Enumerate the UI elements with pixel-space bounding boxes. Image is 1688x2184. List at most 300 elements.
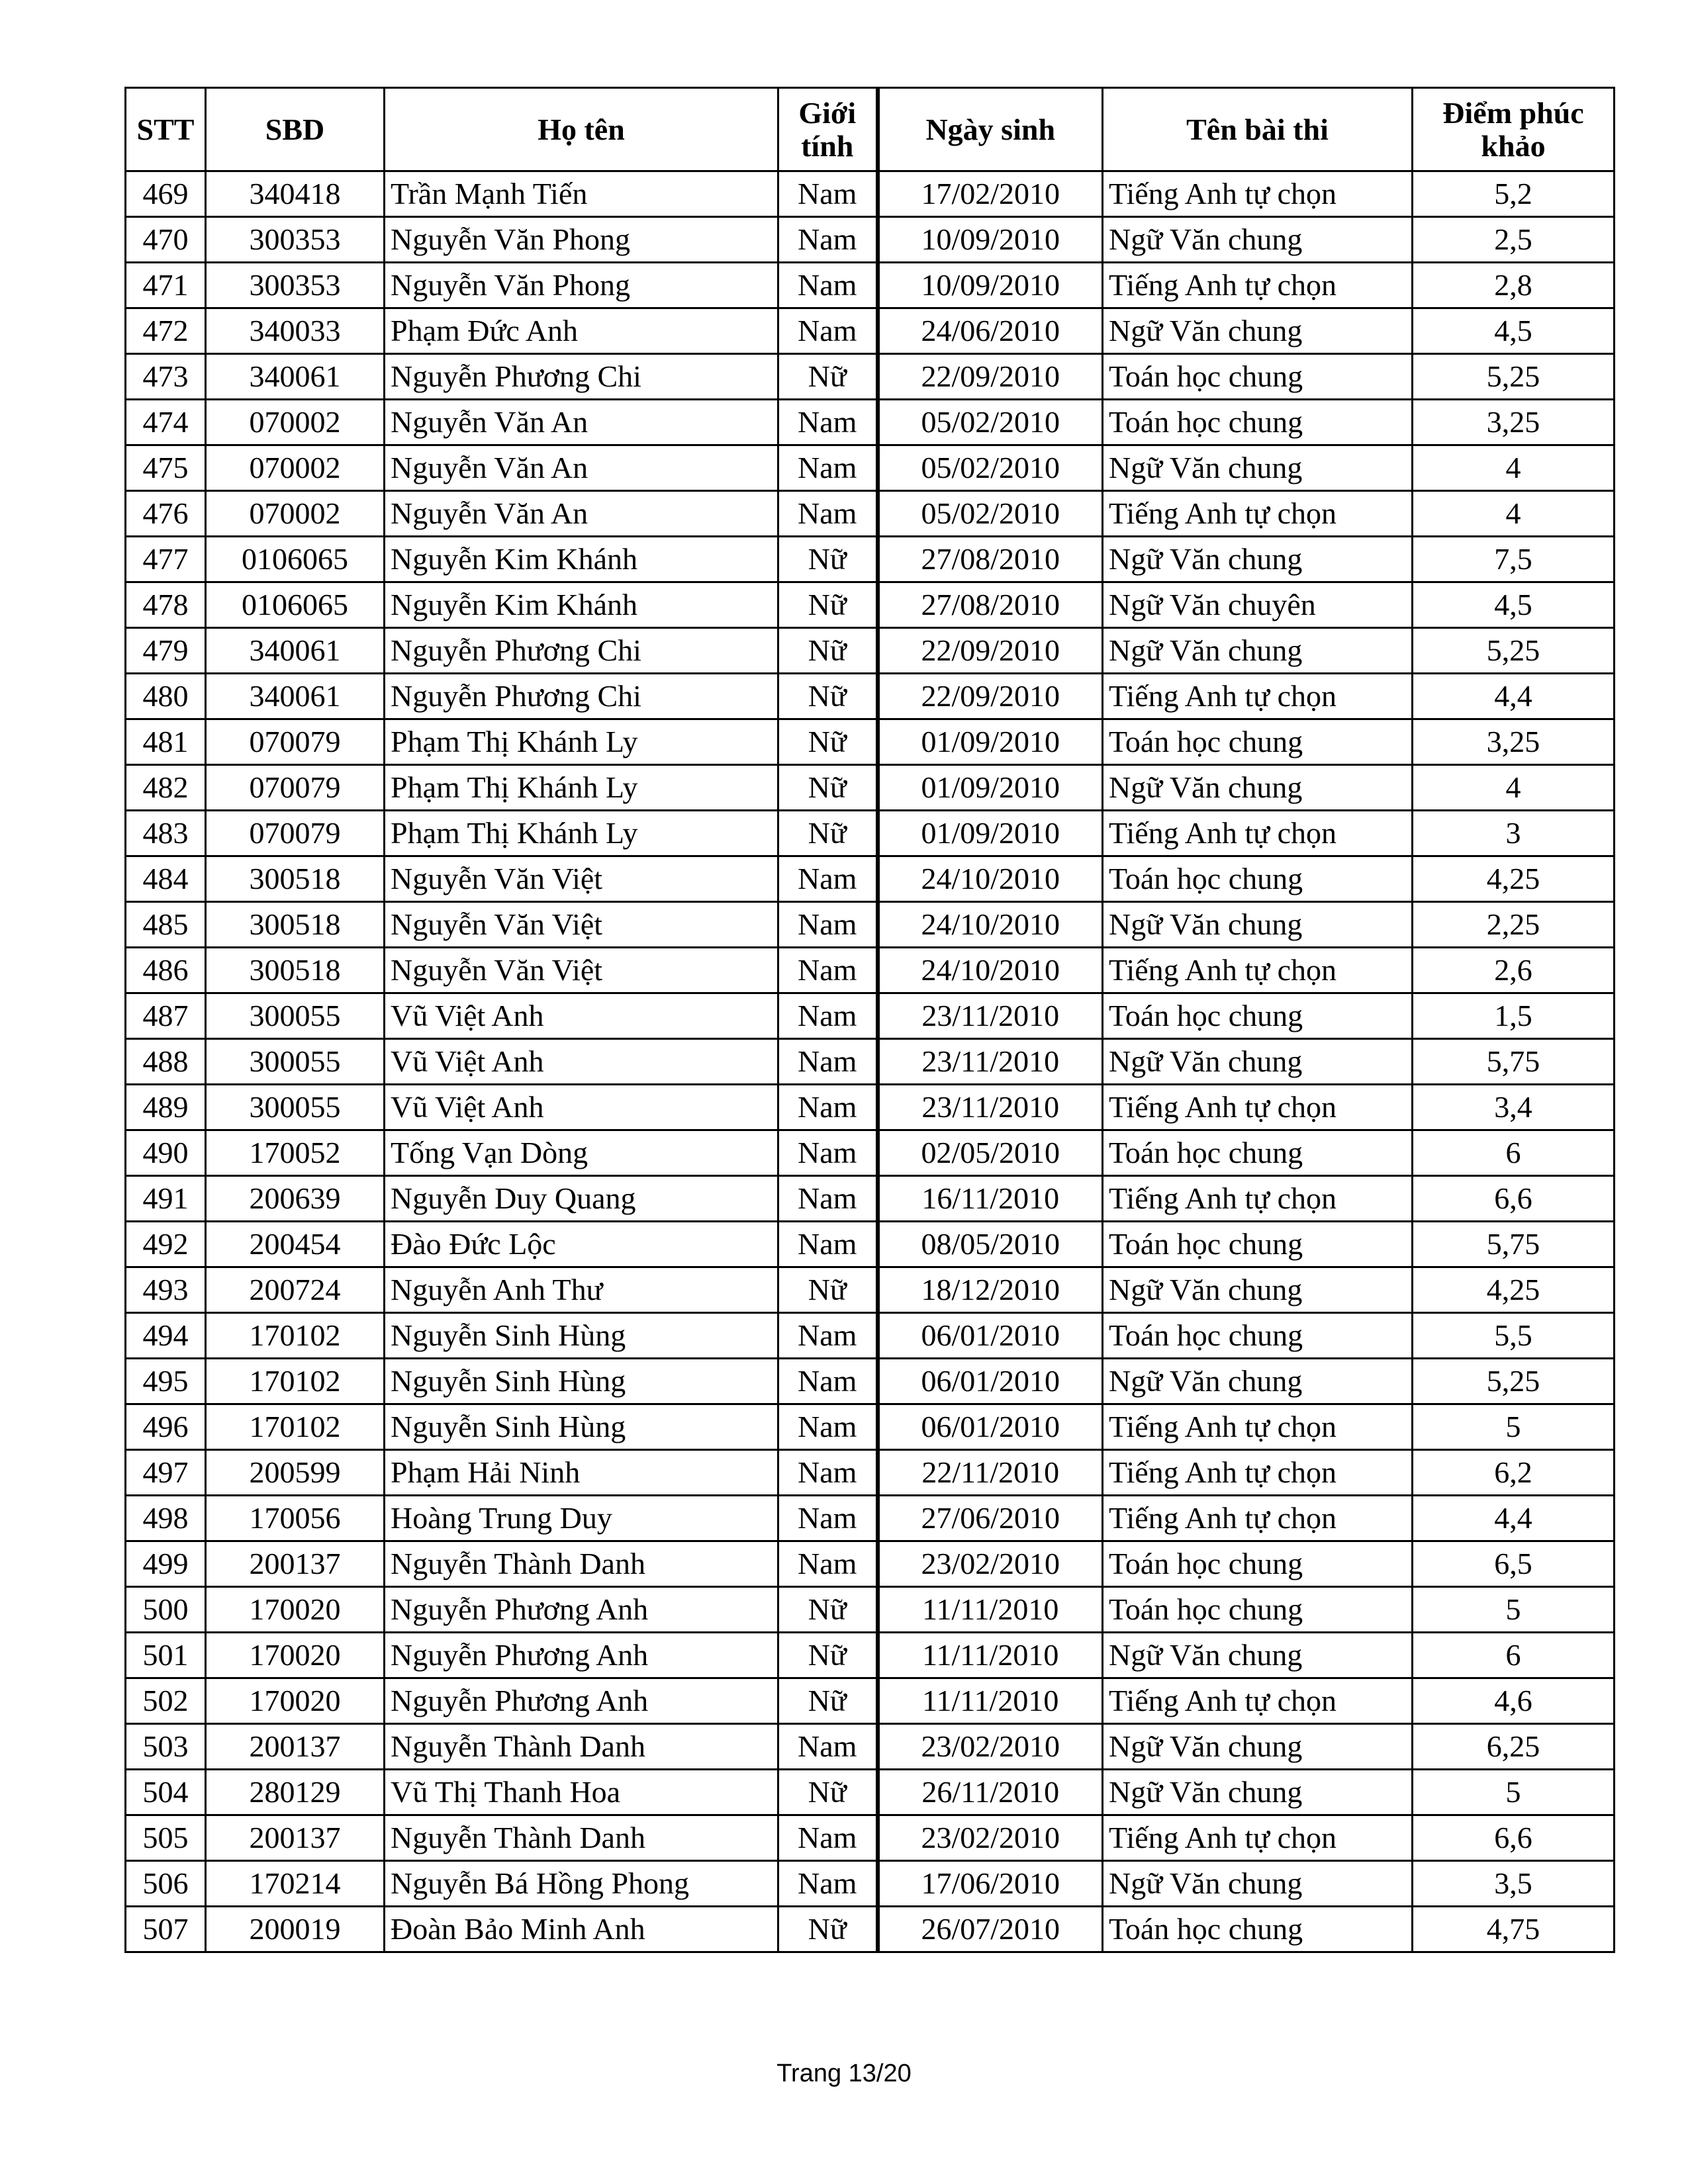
cell-gender: Nữ bbox=[778, 1770, 878, 1815]
cell-subject: Ngữ Văn chung bbox=[1103, 445, 1413, 491]
cell-sbd: 170214 bbox=[206, 1861, 385, 1907]
cell-score: 4 bbox=[1413, 765, 1615, 811]
cell-dob: 22/09/2010 bbox=[878, 674, 1103, 719]
cell-subject: Tiếng Anh tự chọn bbox=[1103, 1450, 1413, 1496]
cell-dob: 05/02/2010 bbox=[878, 445, 1103, 491]
cell-score: 3,25 bbox=[1413, 400, 1615, 445]
cell-subject: Ngữ Văn chung bbox=[1103, 1039, 1413, 1085]
cell-subject: Tiếng Anh tự chọn bbox=[1103, 1815, 1413, 1861]
cell-gender: Nam bbox=[778, 1176, 878, 1222]
table-row bbox=[126, 537, 1615, 582]
cell-gender: Nữ bbox=[778, 582, 878, 628]
cell-score: 5 bbox=[1413, 1770, 1615, 1815]
cell-subject: Toán học chung bbox=[1103, 400, 1413, 445]
page-number: Trang 13/20 bbox=[776, 2060, 912, 2087]
cell-name: Phạm Thị Khánh Ly bbox=[385, 811, 778, 856]
cell-sbd: 200454 bbox=[206, 1222, 385, 1267]
cell-stt: 500 bbox=[126, 1587, 206, 1633]
cell-name: Phạm Hải Ninh bbox=[385, 1450, 778, 1496]
cell-sbd: 170056 bbox=[206, 1496, 385, 1541]
cell-subject: Ngữ Văn chung bbox=[1103, 1770, 1413, 1815]
table-row bbox=[126, 719, 1615, 765]
cell-name: Nguyễn Duy Quang bbox=[385, 1176, 778, 1222]
cell-dob: 23/11/2010 bbox=[878, 1039, 1103, 1085]
table-row bbox=[126, 171, 1615, 217]
cell-dob: 23/02/2010 bbox=[878, 1815, 1103, 1861]
cell-subject: Ngữ Văn chung bbox=[1103, 1861, 1413, 1907]
cell-stt: 478 bbox=[126, 582, 206, 628]
header-name: Họ tên bbox=[385, 88, 778, 171]
cell-dob: 27/08/2010 bbox=[878, 537, 1103, 582]
cell-subject: Tiếng Anh tự chọn bbox=[1103, 1176, 1413, 1222]
cell-sbd: 200137 bbox=[206, 1724, 385, 1770]
cell-subject: Tiếng Anh tự chọn bbox=[1103, 171, 1413, 217]
table-row bbox=[126, 1496, 1615, 1541]
cell-stt: 491 bbox=[126, 1176, 206, 1222]
cell-sbd: 200137 bbox=[206, 1541, 385, 1587]
header-row bbox=[126, 88, 1615, 171]
cell-name: Vũ Việt Anh bbox=[385, 993, 778, 1039]
cell-sbd: 170020 bbox=[206, 1678, 385, 1724]
cell-sbd: 300353 bbox=[206, 217, 385, 263]
cell-gender: Nam bbox=[778, 400, 878, 445]
cell-dob: 01/09/2010 bbox=[878, 719, 1103, 765]
cell-dob: 24/10/2010 bbox=[878, 856, 1103, 902]
cell-gender: Nam bbox=[778, 1085, 878, 1130]
cell-score: 6,25 bbox=[1413, 1724, 1615, 1770]
cell-gender: Nữ bbox=[778, 1633, 878, 1678]
cell-stt: 503 bbox=[126, 1724, 206, 1770]
cell-subject: Ngữ Văn chuyên bbox=[1103, 582, 1413, 628]
cell-score: 4 bbox=[1413, 445, 1615, 491]
cell-stt: 469 bbox=[126, 171, 206, 217]
cell-stt: 475 bbox=[126, 445, 206, 491]
cell-stt: 482 bbox=[126, 765, 206, 811]
cell-stt: 479 bbox=[126, 628, 206, 674]
cell-score: 4,5 bbox=[1413, 582, 1615, 628]
cell-sbd: 340061 bbox=[206, 628, 385, 674]
cell-dob: 22/09/2010 bbox=[878, 628, 1103, 674]
cell-sbd: 070002 bbox=[206, 491, 385, 537]
cell-score: 5,2 bbox=[1413, 171, 1615, 217]
table-row bbox=[126, 1176, 1615, 1222]
cell-dob: 22/09/2010 bbox=[878, 354, 1103, 400]
cell-score: 4,4 bbox=[1413, 674, 1615, 719]
cell-gender: Nam bbox=[778, 1404, 878, 1450]
cell-gender: Nữ bbox=[778, 628, 878, 674]
cell-stt: 501 bbox=[126, 1633, 206, 1678]
cell-dob: 11/11/2010 bbox=[878, 1633, 1103, 1678]
table-row bbox=[126, 400, 1615, 445]
cell-dob: 16/11/2010 bbox=[878, 1176, 1103, 1222]
cell-name: Phạm Đức Anh bbox=[385, 308, 778, 354]
table-row bbox=[126, 445, 1615, 491]
table-row bbox=[126, 217, 1615, 263]
cell-gender: Nam bbox=[778, 308, 878, 354]
table-row bbox=[126, 674, 1615, 719]
table-row bbox=[126, 491, 1615, 537]
cell-gender: Nam bbox=[778, 1450, 878, 1496]
cell-stt: 498 bbox=[126, 1496, 206, 1541]
table-row bbox=[126, 354, 1615, 400]
header-sbd: SBD bbox=[206, 88, 385, 171]
cell-subject: Ngữ Văn chung bbox=[1103, 537, 1413, 582]
cell-score: 6,5 bbox=[1413, 1541, 1615, 1587]
cell-name: Tống Vạn Dòng bbox=[385, 1130, 778, 1176]
table-row bbox=[126, 263, 1615, 308]
header-stt: STT bbox=[126, 88, 206, 171]
cell-score: 3,25 bbox=[1413, 719, 1615, 765]
cell-subject: Toán học chung bbox=[1103, 354, 1413, 400]
cell-sbd: 200599 bbox=[206, 1450, 385, 1496]
cell-score: 5,25 bbox=[1413, 354, 1615, 400]
table-row bbox=[126, 1587, 1615, 1633]
cell-name: Nguyễn Văn Việt bbox=[385, 948, 778, 993]
cell-gender: Nữ bbox=[778, 674, 878, 719]
cell-sbd: 340061 bbox=[206, 674, 385, 719]
cell-score: 4,6 bbox=[1413, 1678, 1615, 1724]
cell-subject: Ngữ Văn chung bbox=[1103, 902, 1413, 948]
cell-score: 3 bbox=[1413, 811, 1615, 856]
cell-stt: 484 bbox=[126, 856, 206, 902]
cell-sbd: 170020 bbox=[206, 1587, 385, 1633]
cell-subject: Ngữ Văn chung bbox=[1103, 1633, 1413, 1678]
cell-score: 7,5 bbox=[1413, 537, 1615, 582]
cell-sbd: 170020 bbox=[206, 1633, 385, 1678]
cell-stt: 472 bbox=[126, 308, 206, 354]
cell-dob: 26/11/2010 bbox=[878, 1770, 1103, 1815]
cell-subject: Ngữ Văn chung bbox=[1103, 308, 1413, 354]
cell-subject: Toán học chung bbox=[1103, 1130, 1413, 1176]
cell-dob: 08/05/2010 bbox=[878, 1222, 1103, 1267]
cell-gender: Nam bbox=[778, 948, 878, 993]
table-row bbox=[126, 1541, 1615, 1587]
cell-name: Nguyễn Văn An bbox=[385, 445, 778, 491]
cell-dob: 23/02/2010 bbox=[878, 1541, 1103, 1587]
table-row bbox=[126, 1815, 1615, 1861]
cell-subject: Ngữ Văn chung bbox=[1103, 1359, 1413, 1404]
header-subject: Tên bài thi bbox=[1103, 88, 1413, 171]
cell-name: Nguyễn Sinh Hùng bbox=[385, 1359, 778, 1404]
table-row bbox=[126, 1313, 1615, 1359]
cell-stt: 488 bbox=[126, 1039, 206, 1085]
cell-sbd: 300353 bbox=[206, 263, 385, 308]
cell-gender: Nam bbox=[778, 1222, 878, 1267]
cell-name: Đào Đức Lộc bbox=[385, 1222, 778, 1267]
cell-subject: Toán học chung bbox=[1103, 856, 1413, 902]
cell-gender: Nam bbox=[778, 1313, 878, 1359]
cell-gender: Nữ bbox=[778, 1907, 878, 1952]
cell-stt: 483 bbox=[126, 811, 206, 856]
header-dob: Ngày sinh bbox=[878, 88, 1103, 171]
cell-subject: Toán học chung bbox=[1103, 1541, 1413, 1587]
cell-sbd: 340418 bbox=[206, 171, 385, 217]
cell-gender: Nam bbox=[778, 1359, 878, 1404]
cell-subject: Tiếng Anh tự chọn bbox=[1103, 1404, 1413, 1450]
cell-score: 5,25 bbox=[1413, 1359, 1615, 1404]
cell-name: Nguyễn Kim Khánh bbox=[385, 582, 778, 628]
cell-dob: 02/05/2010 bbox=[878, 1130, 1103, 1176]
cell-stt: 480 bbox=[126, 674, 206, 719]
cell-subject: Tiếng Anh tự chọn bbox=[1103, 811, 1413, 856]
cell-dob: 22/11/2010 bbox=[878, 1450, 1103, 1496]
cell-name: Nguyễn Anh Thư bbox=[385, 1267, 778, 1313]
table-row bbox=[126, 1678, 1615, 1724]
cell-sbd: 200019 bbox=[206, 1907, 385, 1952]
cell-sbd: 300518 bbox=[206, 948, 385, 993]
table-row bbox=[126, 1222, 1615, 1267]
cell-gender: Nam bbox=[778, 902, 878, 948]
cell-stt: 506 bbox=[126, 1861, 206, 1907]
cell-subject: Toán học chung bbox=[1103, 1907, 1413, 1952]
cell-stt: 504 bbox=[126, 1770, 206, 1815]
cell-gender: Nam bbox=[778, 1724, 878, 1770]
header-gender: Giới tính bbox=[778, 88, 878, 171]
table-row bbox=[126, 1039, 1615, 1085]
cell-gender: Nam bbox=[778, 217, 878, 263]
cell-score: 2,25 bbox=[1413, 902, 1615, 948]
cell-name: Vũ Thị Thanh Hoa bbox=[385, 1770, 778, 1815]
cell-gender: Nam bbox=[778, 856, 878, 902]
cell-dob: 05/02/2010 bbox=[878, 400, 1103, 445]
cell-subject: Tiếng Anh tự chọn bbox=[1103, 1678, 1413, 1724]
cell-subject: Toán học chung bbox=[1103, 993, 1413, 1039]
cell-gender: Nữ bbox=[778, 1587, 878, 1633]
cell-subject: Ngữ Văn chung bbox=[1103, 1724, 1413, 1770]
cell-sbd: 070079 bbox=[206, 811, 385, 856]
cell-sbd: 200639 bbox=[206, 1176, 385, 1222]
cell-score: 4,25 bbox=[1413, 1267, 1615, 1313]
cell-gender: Nam bbox=[778, 171, 878, 217]
cell-gender: Nam bbox=[778, 1496, 878, 1541]
cell-subject: Tiếng Anh tự chọn bbox=[1103, 263, 1413, 308]
results-table bbox=[124, 87, 1615, 1953]
table-row bbox=[126, 1724, 1615, 1770]
cell-score: 5 bbox=[1413, 1587, 1615, 1633]
cell-stt: 507 bbox=[126, 1907, 206, 1952]
cell-score: 3,5 bbox=[1413, 1861, 1615, 1907]
cell-name: Nguyễn Thành Danh bbox=[385, 1724, 778, 1770]
cell-dob: 26/07/2010 bbox=[878, 1907, 1103, 1952]
cell-score: 4,5 bbox=[1413, 308, 1615, 354]
cell-subject: Toán học chung bbox=[1103, 1222, 1413, 1267]
cell-name: Nguyễn Phương Chi bbox=[385, 674, 778, 719]
cell-subject: Tiếng Anh tự chọn bbox=[1103, 491, 1413, 537]
cell-sbd: 300055 bbox=[206, 1039, 385, 1085]
cell-sbd: 300055 bbox=[206, 1085, 385, 1130]
cell-dob: 06/01/2010 bbox=[878, 1359, 1103, 1404]
cell-stt: 474 bbox=[126, 400, 206, 445]
cell-sbd: 340033 bbox=[206, 308, 385, 354]
table-row bbox=[126, 1907, 1615, 1952]
cell-stt: 493 bbox=[126, 1267, 206, 1313]
cell-name: Nguyễn Kim Khánh bbox=[385, 537, 778, 582]
cell-dob: 17/02/2010 bbox=[878, 171, 1103, 217]
cell-dob: 18/12/2010 bbox=[878, 1267, 1103, 1313]
header-score: Điểm phúc khảo bbox=[1413, 88, 1615, 171]
table-row bbox=[126, 582, 1615, 628]
cell-stt: 502 bbox=[126, 1678, 206, 1724]
cell-dob: 11/11/2010 bbox=[878, 1587, 1103, 1633]
cell-gender: Nam bbox=[778, 1130, 878, 1176]
cell-gender: Nam bbox=[778, 445, 878, 491]
cell-name: Nguyễn Sinh Hùng bbox=[385, 1313, 778, 1359]
cell-name: Nguyễn Thành Danh bbox=[385, 1541, 778, 1587]
cell-stt: 470 bbox=[126, 217, 206, 263]
cell-name: Nguyễn Sinh Hùng bbox=[385, 1404, 778, 1450]
cell-score: 5,75 bbox=[1413, 1222, 1615, 1267]
cell-gender: Nam bbox=[778, 491, 878, 537]
cell-subject: Tiếng Anh tự chọn bbox=[1103, 674, 1413, 719]
cell-stt: 505 bbox=[126, 1815, 206, 1861]
cell-dob: 01/09/2010 bbox=[878, 765, 1103, 811]
cell-dob: 06/01/2010 bbox=[878, 1404, 1103, 1450]
cell-sbd: 280129 bbox=[206, 1770, 385, 1815]
cell-name: Nguyễn Thành Danh bbox=[385, 1815, 778, 1861]
cell-sbd: 0106065 bbox=[206, 582, 385, 628]
cell-sbd: 170052 bbox=[206, 1130, 385, 1176]
cell-name: Nguyễn Văn Phong bbox=[385, 217, 778, 263]
cell-stt: 481 bbox=[126, 719, 206, 765]
cell-sbd: 300518 bbox=[206, 902, 385, 948]
cell-name: Nguyễn Văn Phong bbox=[385, 263, 778, 308]
cell-dob: 27/06/2010 bbox=[878, 1496, 1103, 1541]
cell-dob: 11/11/2010 bbox=[878, 1678, 1103, 1724]
cell-gender: Nam bbox=[778, 993, 878, 1039]
table-row bbox=[126, 1130, 1615, 1176]
cell-gender: Nam bbox=[778, 1861, 878, 1907]
cell-gender: Nam bbox=[778, 1541, 878, 1587]
cell-sbd: 170102 bbox=[206, 1359, 385, 1404]
cell-dob: 24/10/2010 bbox=[878, 902, 1103, 948]
table-row bbox=[126, 856, 1615, 902]
cell-sbd: 070079 bbox=[206, 765, 385, 811]
cell-subject: Ngữ Văn chung bbox=[1103, 217, 1413, 263]
cell-sbd: 070002 bbox=[206, 445, 385, 491]
cell-name: Nguyễn Phương Chi bbox=[385, 628, 778, 674]
table-row bbox=[126, 1359, 1615, 1404]
cell-name: Nguyễn Văn Việt bbox=[385, 856, 778, 902]
cell-name: Vũ Việt Anh bbox=[385, 1039, 778, 1085]
cell-sbd: 170102 bbox=[206, 1404, 385, 1450]
cell-dob: 01/09/2010 bbox=[878, 811, 1103, 856]
cell-stt: 495 bbox=[126, 1359, 206, 1404]
cell-name: Hoàng Trung Duy bbox=[385, 1496, 778, 1541]
cell-name: Phạm Thị Khánh Ly bbox=[385, 719, 778, 765]
cell-name: Nguyễn Văn Việt bbox=[385, 902, 778, 948]
table-row bbox=[126, 308, 1615, 354]
cell-name: Nguyễn Văn An bbox=[385, 400, 778, 445]
table-row bbox=[126, 1267, 1615, 1313]
table-row bbox=[126, 811, 1615, 856]
cell-score: 4,4 bbox=[1413, 1496, 1615, 1541]
cell-subject: Tiếng Anh tự chọn bbox=[1103, 948, 1413, 993]
cell-name: Vũ Việt Anh bbox=[385, 1085, 778, 1130]
cell-score: 6,2 bbox=[1413, 1450, 1615, 1496]
cell-sbd: 0106065 bbox=[206, 537, 385, 582]
cell-score: 2,6 bbox=[1413, 948, 1615, 993]
cell-score: 6,6 bbox=[1413, 1815, 1615, 1861]
table-row bbox=[126, 628, 1615, 674]
cell-dob: 06/01/2010 bbox=[878, 1313, 1103, 1359]
table-row bbox=[126, 1633, 1615, 1678]
cell-stt: 477 bbox=[126, 537, 206, 582]
cell-gender: Nữ bbox=[778, 811, 878, 856]
cell-subject: Toán học chung bbox=[1103, 1587, 1413, 1633]
cell-subject: Ngữ Văn chung bbox=[1103, 765, 1413, 811]
cell-stt: 494 bbox=[126, 1313, 206, 1359]
cell-dob: 10/09/2010 bbox=[878, 263, 1103, 308]
cell-subject: Tiếng Anh tự chọn bbox=[1103, 1085, 1413, 1130]
table-row bbox=[126, 1404, 1615, 1450]
cell-gender: Nữ bbox=[778, 537, 878, 582]
cell-score: 4,25 bbox=[1413, 856, 1615, 902]
cell-name: Nguyễn Bá Hồng Phong bbox=[385, 1861, 778, 1907]
cell-dob: 10/09/2010 bbox=[878, 217, 1103, 263]
cell-stt: 476 bbox=[126, 491, 206, 537]
cell-sbd: 300055 bbox=[206, 993, 385, 1039]
cell-sbd: 170102 bbox=[206, 1313, 385, 1359]
cell-sbd: 300518 bbox=[206, 856, 385, 902]
cell-stt: 473 bbox=[126, 354, 206, 400]
cell-score: 6 bbox=[1413, 1633, 1615, 1678]
cell-stt: 497 bbox=[126, 1450, 206, 1496]
cell-score: 4,75 bbox=[1413, 1907, 1615, 1952]
cell-name: Nguyễn Phương Anh bbox=[385, 1633, 778, 1678]
table-row bbox=[126, 902, 1615, 948]
cell-gender: Nữ bbox=[778, 1678, 878, 1724]
cell-score: 5 bbox=[1413, 1404, 1615, 1450]
cell-gender: Nữ bbox=[778, 719, 878, 765]
table-row bbox=[126, 1085, 1615, 1130]
cell-subject: Toán học chung bbox=[1103, 1313, 1413, 1359]
table-row bbox=[126, 1770, 1615, 1815]
cell-name: Nguyễn Phương Anh bbox=[385, 1678, 778, 1724]
cell-subject: Ngữ Văn chung bbox=[1103, 628, 1413, 674]
cell-dob: 24/06/2010 bbox=[878, 308, 1103, 354]
cell-name: Nguyễn Văn An bbox=[385, 491, 778, 537]
cell-dob: 05/02/2010 bbox=[878, 491, 1103, 537]
table-row bbox=[126, 1450, 1615, 1496]
cell-gender: Nam bbox=[778, 1039, 878, 1085]
cell-gender: Nam bbox=[778, 263, 878, 308]
cell-dob: 23/02/2010 bbox=[878, 1724, 1103, 1770]
table-row bbox=[126, 948, 1615, 993]
cell-score: 1,5 bbox=[1413, 993, 1615, 1039]
cell-score: 6,6 bbox=[1413, 1176, 1615, 1222]
cell-dob: 27/08/2010 bbox=[878, 582, 1103, 628]
cell-score: 5,75 bbox=[1413, 1039, 1615, 1085]
cell-dob: 23/11/2010 bbox=[878, 1085, 1103, 1130]
table-header bbox=[126, 88, 1615, 171]
cell-stt: 485 bbox=[126, 902, 206, 948]
cell-subject: Ngữ Văn chung bbox=[1103, 1267, 1413, 1313]
cell-dob: 24/10/2010 bbox=[878, 948, 1103, 993]
cell-gender: Nữ bbox=[778, 1267, 878, 1313]
table-row bbox=[126, 1861, 1615, 1907]
cell-score: 4 bbox=[1413, 491, 1615, 537]
cell-stt: 490 bbox=[126, 1130, 206, 1176]
cell-stt: 486 bbox=[126, 948, 206, 993]
cell-sbd: 070002 bbox=[206, 400, 385, 445]
cell-subject: Toán học chung bbox=[1103, 719, 1413, 765]
cell-score: 5,5 bbox=[1413, 1313, 1615, 1359]
cell-stt: 492 bbox=[126, 1222, 206, 1267]
cell-stt: 471 bbox=[126, 263, 206, 308]
cell-score: 6 bbox=[1413, 1130, 1615, 1176]
cell-sbd: 340061 bbox=[206, 354, 385, 400]
cell-name: Đoàn Bảo Minh Anh bbox=[385, 1907, 778, 1952]
